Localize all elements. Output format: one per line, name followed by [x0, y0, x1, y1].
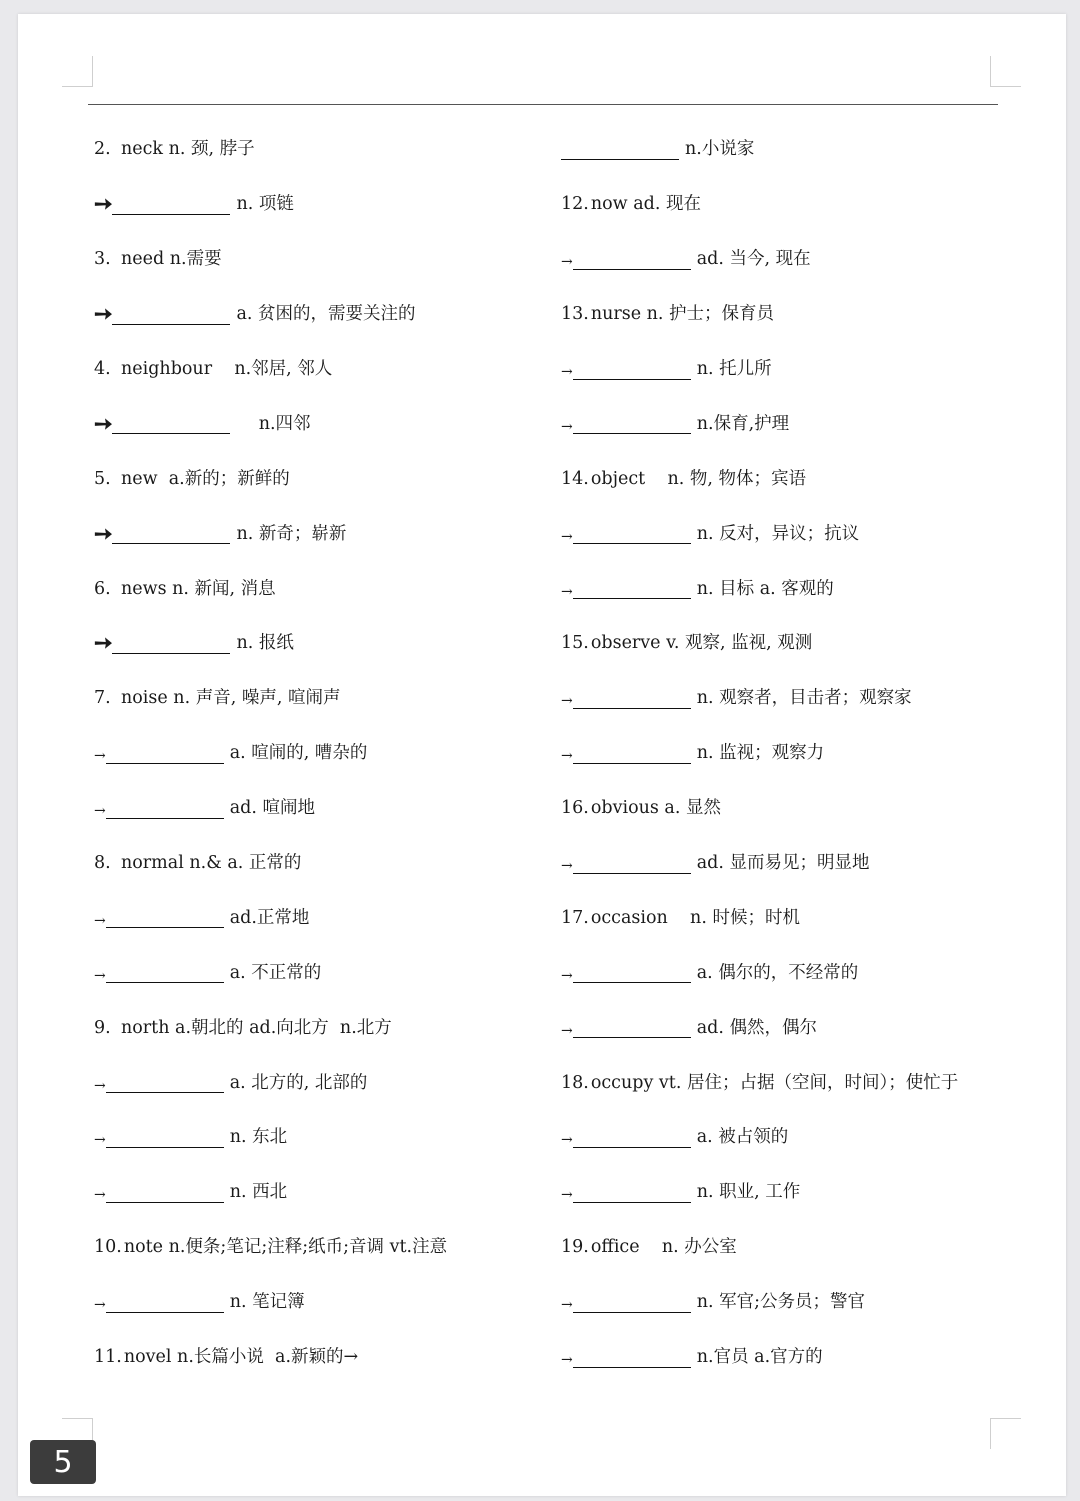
left-column	[94, 122, 534, 1384]
fill-in-blank[interactable]	[573, 1127, 691, 1148]
arrow-icon: →	[561, 1022, 573, 1039]
crop-mark-bottom-right	[990, 1418, 1021, 1449]
entry-text: neck n. 颈, 脖子	[121, 139, 255, 160]
entry-number: 13.	[561, 304, 589, 325]
arrow-icon: ➙	[94, 410, 113, 437]
vocab-entry	[561, 616, 1001, 671]
fill-in-blank[interactable]	[573, 1347, 691, 1368]
entry-number: 16.	[561, 798, 589, 819]
arrow-icon: →	[561, 528, 573, 545]
derivation-line	[561, 561, 1001, 616]
entry-number: 17.	[561, 907, 589, 928]
fill-in-blank[interactable]	[573, 249, 691, 270]
fill-in-blank[interactable]	[573, 413, 691, 434]
definition-text: n.小说家	[685, 139, 755, 160]
entry-text: office n. 办公室	[590, 1237, 737, 1258]
derivation-line	[94, 945, 534, 1000]
vocab-entry	[94, 122, 534, 177]
right-column	[561, 122, 1001, 1384]
vocab-entry	[94, 342, 534, 397]
derivation-line	[94, 726, 534, 781]
derivation-line	[561, 945, 1001, 1000]
derivation-line	[94, 1165, 534, 1220]
definition-text: a. 北方的, 北部的	[229, 1072, 368, 1093]
entry-number: 19.	[561, 1237, 589, 1258]
arrow-icon: →	[94, 1297, 106, 1314]
arrow-icon: →	[94, 912, 106, 929]
entry-text: neighbour n.邻居, 邻人	[121, 359, 333, 379]
derivation-line	[561, 1165, 1001, 1220]
derivation-line	[561, 671, 1001, 726]
entry-number: 18.	[561, 1072, 589, 1093]
arrow-icon: →	[94, 1187, 106, 1204]
arrow-icon: →	[561, 364, 573, 380]
definition-text: ad. 当今, 现在	[696, 249, 811, 270]
arrow-icon: →	[561, 583, 573, 600]
derivation-line	[561, 396, 1001, 451]
entry-number: 7.	[94, 688, 111, 709]
entry-text: occupy vt. 居住；占据（空间，时间）；使忙于	[590, 1072, 959, 1093]
derivation-line	[561, 232, 1001, 287]
arrow-icon: →	[561, 1187, 573, 1204]
arrow-icon: ➙	[94, 520, 113, 547]
fill-in-blank[interactable]	[106, 1072, 224, 1093]
entry-text: new a.新的；新鲜的	[121, 468, 290, 489]
arrow-icon: →	[561, 418, 573, 435]
definition-text: n. 军官;公务员；警官	[696, 1292, 866, 1313]
entry-text: occasion n. 时候；时机	[590, 907, 800, 928]
definition-text: n. 西北	[229, 1182, 288, 1203]
entry-number: 15.	[561, 633, 589, 654]
arrow-icon: →	[561, 967, 573, 984]
derivation-line	[94, 396, 534, 451]
derivation-line	[94, 177, 534, 232]
entry-text: novel n.长篇小说 a.新颖的→	[123, 1347, 359, 1368]
definition-text: a. 贫困的，需要关注的	[236, 304, 416, 325]
definition-text: n. 职业, 工作	[696, 1182, 801, 1203]
entry-text: now ad. 现在	[590, 194, 701, 215]
page-number-badge	[30, 1440, 96, 1484]
definition-text: n. 项链	[236, 194, 294, 215]
fill-in-blank[interactable]	[112, 633, 230, 654]
definition-text: a. 不正常的	[229, 962, 322, 983]
arrow-icon: →	[561, 1352, 573, 1369]
definition-text: ad.正常地	[229, 907, 310, 928]
entry-text: observe v. 观察, 监视, 观测	[590, 633, 813, 654]
arrow-icon: →	[561, 748, 573, 765]
vocab-entry	[94, 1000, 534, 1055]
fill-in-blank[interactable]	[573, 359, 691, 380]
definition-text: n. 笔记簿	[229, 1292, 305, 1313]
fill-in-blank[interactable]	[106, 1182, 224, 1203]
definition-text: n. 观察者，目击者；观察家	[696, 688, 912, 709]
definition-text: ad. 喧闹地	[229, 798, 315, 819]
definition-text: ad. 偶然，偶尔	[696, 1017, 817, 1038]
crop-mark-top-right	[990, 56, 1021, 87]
derivation-line	[94, 616, 534, 671]
derivation-line	[561, 506, 1001, 561]
entry-number: 10.	[94, 1237, 122, 1258]
fill-in-blank[interactable]	[573, 1017, 691, 1038]
entry-text: normal n.& a. 正常的	[121, 853, 302, 874]
vocab-entry	[94, 836, 534, 891]
definition-text: a. 偶尔的，不经常的	[696, 962, 859, 983]
vocab-entry	[94, 232, 534, 287]
entry-text: obvious a. 显然	[590, 798, 721, 819]
arrow-icon: →	[561, 254, 573, 271]
derivation-line	[94, 890, 534, 945]
arrow-icon: →	[94, 1132, 106, 1149]
derivation-line	[561, 726, 1001, 781]
definition-text: n. 托儿所	[696, 359, 772, 379]
derivation-line	[94, 506, 534, 561]
arrow-icon: →	[94, 967, 106, 984]
arrow-icon: →	[561, 1132, 573, 1149]
derivation-line	[94, 1055, 534, 1110]
fill-in-blank[interactable]	[573, 962, 691, 983]
header-rule	[88, 104, 998, 105]
definition-text: a. 被占领的	[696, 1127, 789, 1148]
fill-in-blank[interactable]	[106, 1292, 224, 1313]
fill-in-blank[interactable]	[573, 688, 691, 709]
vocab-entry	[94, 1220, 534, 1275]
entry-text: object n. 物, 物体；宾语	[590, 468, 806, 489]
entry-text: noise n. 声音, 噪声, 喧闹声	[121, 688, 341, 709]
entry-number: 2.	[94, 139, 111, 160]
crop-mark-top-left	[62, 56, 93, 87]
definition-text: ad. 显而易见；明显地	[696, 853, 870, 874]
derivation-line	[561, 1330, 1001, 1385]
derivation-line	[561, 1110, 1001, 1165]
fill-in-blank[interactable]	[573, 578, 691, 599]
arrow-icon: →	[561, 693, 573, 710]
fill-in-blank[interactable]	[561, 139, 679, 160]
arrow-icon: ➙	[94, 630, 113, 657]
vocab-entry	[561, 781, 1001, 836]
fill-in-blank[interactable]	[112, 194, 230, 215]
entry-number: 8.	[94, 853, 111, 874]
fill-in-blank[interactable]	[573, 743, 691, 764]
entry-text: nurse n. 护士；保育员	[590, 304, 775, 325]
fill-in-blank[interactable]	[106, 798, 224, 819]
vocab-entry	[561, 1055, 1001, 1110]
entry-number: 4.	[94, 359, 111, 379]
derivation-line	[561, 342, 1001, 397]
definition-text: n. 监视；观察力	[696, 743, 825, 764]
vocab-entry	[94, 451, 534, 506]
arrow-icon: →	[94, 1077, 106, 1094]
document-page	[18, 14, 1066, 1496]
definition-text: n. 报纸	[236, 633, 294, 654]
derivation-line	[561, 122, 1001, 177]
fill-in-blank[interactable]	[112, 304, 230, 325]
page-number: 5	[53, 1444, 73, 1480]
vocab-entry	[561, 890, 1001, 945]
definition-text: n. 新奇；崭新	[236, 523, 347, 544]
fill-in-blank[interactable]	[573, 523, 691, 544]
entry-number: 12.	[561, 194, 589, 215]
vocab-entry	[94, 671, 534, 726]
vocab-entry	[94, 561, 534, 616]
derivation-line	[94, 287, 534, 342]
fill-in-blank[interactable]	[106, 1127, 224, 1148]
fill-in-blank[interactable]	[573, 1292, 691, 1313]
fill-in-blank[interactable]	[112, 523, 230, 544]
fill-in-blank[interactable]	[106, 962, 224, 983]
definition-text: n.四邻	[236, 413, 311, 434]
definition-text: n.官员 a.官方的	[696, 1347, 823, 1368]
arrow-icon: ➙	[94, 191, 113, 218]
entry-number: 9.	[94, 1017, 111, 1038]
entry-number: 3.	[94, 249, 111, 270]
definition-text: n. 东北	[229, 1127, 288, 1148]
fill-in-blank[interactable]	[573, 853, 691, 874]
definition-text: a. 喧闹的, 嘈杂的	[229, 743, 368, 764]
derivation-line	[561, 836, 1001, 891]
arrow-icon: →	[561, 1297, 573, 1314]
definition-text: n. 目标 a. 客观的	[696, 578, 834, 599]
entry-text: north a.朝北的 ad.向北方 n.北方	[121, 1017, 392, 1038]
arrow-icon: →	[561, 858, 573, 875]
entry-text: need n.需要	[121, 249, 222, 270]
vocab-entry	[561, 451, 1001, 506]
entry-number: 11.	[94, 1347, 122, 1368]
definition-text: n.保育,护理	[696, 413, 790, 434]
entry-text: note n.便条;笔记;注释;纸币;音调 vt.注意	[123, 1237, 448, 1258]
arrow-icon: ➙	[94, 301, 113, 328]
vocab-entry	[561, 287, 1001, 342]
derivation-line	[94, 1275, 534, 1330]
fill-in-blank[interactable]	[106, 743, 224, 764]
derivation-line	[561, 1000, 1001, 1055]
fill-in-blank[interactable]	[573, 1182, 691, 1203]
entry-number: 5.	[94, 468, 111, 489]
arrow-icon: →	[94, 748, 106, 765]
derivation-line	[94, 781, 534, 836]
fill-in-blank[interactable]	[106, 907, 224, 928]
vocab-entry	[94, 1330, 534, 1385]
arrow-icon: →	[94, 803, 106, 820]
derivation-line	[561, 1275, 1001, 1330]
entry-number: 14.	[561, 468, 589, 489]
entry-text: news n. 新闻, 消息	[121, 578, 276, 599]
vocab-entry	[561, 1220, 1001, 1275]
derivation-line	[94, 1110, 534, 1165]
vocab-entry	[561, 177, 1001, 232]
entry-number: 6.	[94, 578, 111, 599]
definition-text: n. 反对，异议；抗议	[696, 523, 860, 544]
fill-in-blank[interactable]	[112, 413, 230, 434]
